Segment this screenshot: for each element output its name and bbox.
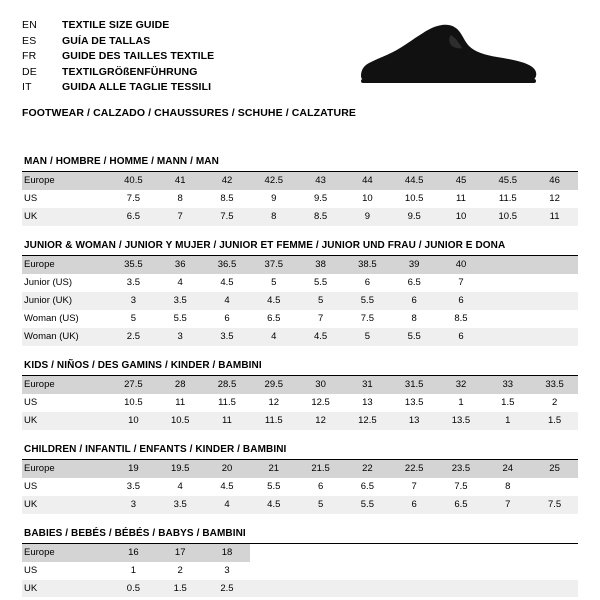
cell: 7.5: [438, 478, 485, 496]
row-label: Europe: [22, 376, 110, 394]
table-row: [22, 172, 578, 190]
cell: 4.5: [204, 478, 251, 496]
section-title: KIDS / NIÑOS / DES GAMINS / KINDER / BAMBINI: [22, 360, 578, 376]
cell: [531, 328, 578, 346]
cell: 11: [531, 208, 578, 226]
cell: 2.5: [204, 580, 251, 598]
cell: 1: [438, 394, 485, 412]
cell: 4: [204, 292, 251, 310]
cell: 35.5: [110, 256, 157, 274]
cell: 11: [157, 394, 204, 412]
cell: 3: [204, 562, 251, 580]
row-label: Europe: [22, 256, 110, 274]
cell: 6: [438, 292, 485, 310]
cell: 38: [297, 256, 344, 274]
cell: 10.5: [484, 208, 531, 226]
size-table: [22, 376, 578, 430]
size-table: [22, 460, 578, 514]
cell: 5.5: [250, 478, 297, 496]
cell: 5: [297, 496, 344, 514]
cell: 5.5: [297, 274, 344, 292]
cell: 8: [250, 208, 297, 226]
cell: 21: [250, 460, 297, 478]
cell: 13: [344, 394, 391, 412]
cell: 25: [531, 460, 578, 478]
cell: 12: [531, 190, 578, 208]
cell: 5.5: [391, 328, 438, 346]
cell: 11.5: [250, 412, 297, 430]
cell: 19.5: [157, 460, 204, 478]
language-code: IT: [22, 81, 32, 93]
cell: 4.5: [204, 274, 251, 292]
cell: 5: [297, 292, 344, 310]
section-babies: [22, 528, 578, 598]
cell: [391, 562, 438, 580]
cell: [531, 292, 578, 310]
cell: 42: [204, 172, 251, 190]
cell: 12.5: [297, 394, 344, 412]
cell: 1: [110, 562, 157, 580]
cell: 31.5: [391, 376, 438, 394]
cell: 12: [297, 412, 344, 430]
table-row: [22, 496, 578, 514]
cell: 33: [484, 376, 531, 394]
cell: 7: [391, 478, 438, 496]
cell: 10.5: [157, 412, 204, 430]
cell: 9.5: [391, 208, 438, 226]
row-label: Junior (UK): [22, 292, 110, 310]
language-code: ES: [22, 34, 37, 47]
cell: 8.5: [297, 208, 344, 226]
section-junior-woman: [22, 240, 578, 346]
cell: 37.5: [250, 256, 297, 274]
section-title: JUNIOR & WOMAN / JUNIOR Y MUJER / JUNIOR ET FEMME / JUNIOR UND FRAU / JUNIOR E DONA: [22, 240, 578, 256]
language-title: GUIDE DES TAILLES TEXTILE: [62, 50, 215, 62]
language-code: FR: [22, 50, 37, 62]
cell: 18: [204, 544, 251, 562]
cell: [250, 580, 297, 598]
row-label: Europe: [22, 544, 110, 562]
cell: [484, 256, 531, 274]
cell: 7.5: [531, 496, 578, 514]
table-row: [22, 328, 578, 346]
table-row: [22, 292, 578, 310]
cell: 4: [157, 274, 204, 292]
cell: 4.5: [297, 328, 344, 346]
cell: 39: [391, 256, 438, 274]
row-label: Woman (US): [22, 310, 110, 328]
cell: [531, 478, 578, 496]
cell: 6: [344, 274, 391, 292]
size-sections: [0, 130, 600, 597]
cell: 36.5: [204, 256, 251, 274]
size-table: [22, 172, 578, 226]
cell: 3: [110, 292, 157, 310]
section-children: [22, 444, 578, 514]
row-label: UK: [22, 208, 110, 226]
size-table: [22, 256, 578, 346]
language-row: [22, 34, 214, 50]
cell: 3: [157, 328, 204, 346]
cell: 7: [297, 310, 344, 328]
cell: 17: [157, 544, 204, 562]
cell: 10.5: [110, 394, 157, 412]
language-row: [22, 18, 214, 34]
table-row: [22, 562, 578, 580]
cell: 27.5: [110, 376, 157, 394]
cell: 28.5: [204, 376, 251, 394]
cell: 5: [250, 274, 297, 292]
cell: 44: [344, 172, 391, 190]
cell: [438, 580, 485, 598]
language-title: GUIDA ALLE TAGLIE TESSILI: [62, 81, 212, 93]
cell: [484, 580, 531, 598]
cell: 33.5: [531, 376, 578, 394]
section-kids: [22, 360, 578, 430]
cell: 1.5: [484, 394, 531, 412]
cell: [484, 562, 531, 580]
cell: 43: [297, 172, 344, 190]
cell: [391, 580, 438, 598]
cell: 3.5: [157, 496, 204, 514]
cell: 11.5: [204, 394, 251, 412]
cell: 6: [297, 478, 344, 496]
row-label: UK: [22, 580, 110, 598]
table-row: [22, 208, 578, 226]
section-man: [22, 156, 578, 226]
cell: 41: [157, 172, 204, 190]
cell: 8.5: [204, 190, 251, 208]
cell: 6.5: [250, 310, 297, 328]
language-code: EN: [22, 19, 37, 31]
cell: 13: [391, 412, 438, 430]
cell: [531, 310, 578, 328]
cell: 21.5: [297, 460, 344, 478]
cell: 6: [438, 328, 485, 346]
cell: [297, 544, 344, 562]
cell: 32: [438, 376, 485, 394]
cell: 10: [110, 412, 157, 430]
cell: 10.5: [391, 190, 438, 208]
cell: 8.5: [438, 310, 485, 328]
cell: 8: [391, 310, 438, 328]
language-title: GUÍA DE TALLAS: [62, 34, 151, 47]
cell: 6: [391, 496, 438, 514]
cell: [484, 274, 531, 292]
language-title: TEXTILE SIZE GUIDE: [62, 19, 170, 31]
cell: 11: [438, 190, 485, 208]
dress-shoe-icon: [355, 22, 540, 92]
cell: 11.5: [484, 190, 531, 208]
cell: 10: [438, 208, 485, 226]
cell: 3.5: [204, 328, 251, 346]
document-header: [0, 0, 600, 130]
cell: [250, 544, 297, 562]
cell: 1.5: [531, 412, 578, 430]
cell: 6.5: [438, 496, 485, 514]
cell: [250, 562, 297, 580]
cell: 20: [204, 460, 251, 478]
row-label: Woman (UK): [22, 328, 110, 346]
cell: 45: [438, 172, 485, 190]
language-code: DE: [22, 65, 37, 78]
row-label: UK: [22, 412, 110, 430]
cell: 6.5: [391, 274, 438, 292]
cell: 4: [250, 328, 297, 346]
cell: 10: [344, 190, 391, 208]
cell: [484, 310, 531, 328]
cell: 38.5: [344, 256, 391, 274]
cell: 13.5: [391, 394, 438, 412]
cell: 5.5: [344, 292, 391, 310]
table-row: [22, 256, 578, 274]
table-row: [22, 412, 578, 430]
cell: [297, 562, 344, 580]
cell: 5: [344, 328, 391, 346]
cell: 9: [344, 208, 391, 226]
cell: [531, 256, 578, 274]
cell: 19: [110, 460, 157, 478]
cell: 42.5: [250, 172, 297, 190]
cell: 2: [531, 394, 578, 412]
cell: 30: [297, 376, 344, 394]
cell: [531, 580, 578, 598]
cell: 0.5: [110, 580, 157, 598]
cell: 3: [110, 496, 157, 514]
cell: 36: [157, 256, 204, 274]
cell: 6: [204, 310, 251, 328]
table-row: [22, 274, 578, 292]
cell: [484, 544, 531, 562]
language-row: [22, 65, 214, 81]
cell: 6.5: [110, 208, 157, 226]
cell: [484, 292, 531, 310]
cell: [344, 544, 391, 562]
cell: [531, 562, 578, 580]
row-label: Europe: [22, 172, 110, 190]
cell: 1: [484, 412, 531, 430]
language-row: [22, 80, 214, 96]
table-row: [22, 544, 578, 562]
cell: 7: [438, 274, 485, 292]
language-title-body: [22, 18, 214, 96]
cell: 45.5: [484, 172, 531, 190]
table-row: [22, 580, 578, 598]
table-row: [22, 394, 578, 412]
cell: 24: [484, 460, 531, 478]
cell: 44.5: [391, 172, 438, 190]
cell: [438, 544, 485, 562]
cell: 9: [250, 190, 297, 208]
cell: 4: [157, 478, 204, 496]
cell: 5: [110, 310, 157, 328]
cell: [438, 562, 485, 580]
row-label: US: [22, 478, 110, 496]
cell: 28: [157, 376, 204, 394]
cell: 46: [531, 172, 578, 190]
cell: 7: [157, 208, 204, 226]
cell: 40: [438, 256, 485, 274]
cell: 22: [344, 460, 391, 478]
cell: 31: [344, 376, 391, 394]
section-title: CHILDREN / INFANTIL / ENFANTS / KINDER / BAMBINI: [22, 444, 578, 460]
language-row: [22, 49, 214, 65]
cell: 1.5: [157, 580, 204, 598]
row-label: UK: [22, 496, 110, 514]
cell: 29.5: [250, 376, 297, 394]
category-line: FOOTWEAR / CALZADO / CHAUSSURES / SCHUHE / CALZATURE: [22, 106, 357, 119]
cell: 2.5: [110, 328, 157, 346]
cell: 16: [110, 544, 157, 562]
cell: 4.5: [250, 496, 297, 514]
table-row: [22, 310, 578, 328]
cell: 9.5: [297, 190, 344, 208]
cell: 7.5: [204, 208, 251, 226]
table-row: [22, 478, 578, 496]
table-row: [22, 190, 578, 208]
cell: [344, 562, 391, 580]
cell: 7.5: [110, 190, 157, 208]
table-row: [22, 376, 578, 394]
cell: 12.5: [344, 412, 391, 430]
section-title: BABIES / BEBÉS / BÉBÉS / BABYS / BAMBINI: [22, 528, 578, 544]
cell: 3.5: [110, 478, 157, 496]
size-table: [22, 544, 578, 598]
cell: 23.5: [438, 460, 485, 478]
cell: 7: [484, 496, 531, 514]
language-title: TEXTILGRÖßENFÜHRUNG: [62, 65, 198, 78]
cell: [484, 328, 531, 346]
cell: [391, 544, 438, 562]
row-label: Junior (US): [22, 274, 110, 292]
cell: 3.5: [110, 274, 157, 292]
cell: [531, 274, 578, 292]
cell: 8: [484, 478, 531, 496]
cell: 4.5: [250, 292, 297, 310]
cell: 13.5: [438, 412, 485, 430]
row-label: Europe: [22, 460, 110, 478]
row-label: US: [22, 562, 110, 580]
cell: 5.5: [157, 310, 204, 328]
cell: [531, 544, 578, 562]
cell: 11: [204, 412, 251, 430]
cell: 5.5: [344, 496, 391, 514]
row-label: US: [22, 394, 110, 412]
cell: 3.5: [157, 292, 204, 310]
cell: [344, 580, 391, 598]
cell: 2: [157, 562, 204, 580]
row-label: US: [22, 190, 110, 208]
table-row: [22, 460, 578, 478]
cell: 6: [391, 292, 438, 310]
language-title-list: [22, 18, 214, 96]
cell: 40.5: [110, 172, 157, 190]
cell: 4: [204, 496, 251, 514]
cell: 12: [250, 394, 297, 412]
cell: [297, 580, 344, 598]
cell: 8: [157, 190, 204, 208]
cell: 6.5: [344, 478, 391, 496]
section-title: MAN / HOMBRE / HOMME / MANN / MAN: [22, 156, 578, 172]
cell: 22.5: [391, 460, 438, 478]
cell: 7.5: [344, 310, 391, 328]
